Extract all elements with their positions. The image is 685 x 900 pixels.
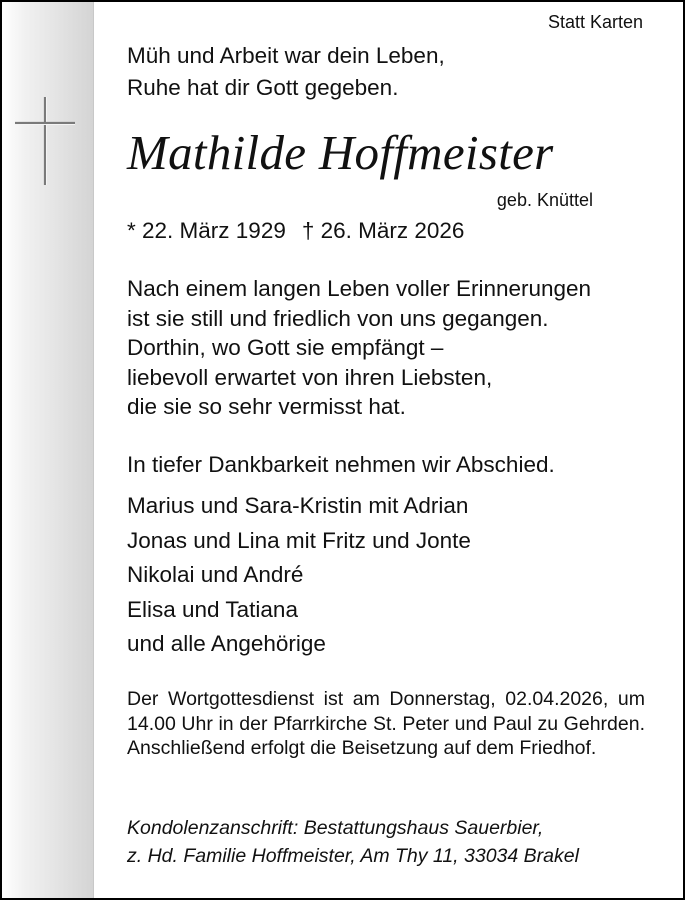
condolence-line: Kondolenzanschrift: Bestattungshaus Sauerbier,	[127, 817, 544, 839]
mourner-entry: Marius und Sara-Kristin mit Adrian	[127, 493, 469, 518]
born-name: geb. Knüttel	[496, 190, 593, 210]
condolence-address	[127, 814, 579, 870]
motto-line: Müh und Arbeit war dein Leben,	[127, 43, 445, 68]
birth-date: * 22. März 1929	[127, 218, 286, 243]
condolence-line: z. Hd. Familie Hoffmeister, Am Thy 11, 33034 Brakel	[127, 845, 579, 867]
mourner-entry: und alle Angehörige	[127, 631, 326, 656]
decorative-side-stripe	[2, 2, 94, 898]
farewell-statement: In tiefer Dankbarkeit nehmen wir Abschied.	[127, 452, 555, 477]
cross-icon	[13, 95, 77, 187]
memorial-poem	[127, 274, 591, 422]
motto-line: Ruhe hat dir Gott gegeben.	[127, 75, 399, 100]
poem-line: Nach einem langen Leben voller Erinnerungen	[127, 276, 592, 301]
death-date: † 26. März 2026	[301, 218, 465, 243]
motto-verse	[127, 40, 445, 104]
mourners-list	[127, 489, 471, 662]
mourner-entry: Jonas und Lina mit Fritz und Jonte	[127, 527, 471, 553]
poem-line: die sie so sehr vermisst hat.	[127, 394, 406, 419]
service-information: Der Wortgottesdienst ist am Donnerstag, 02.04.2026, um 14.00 Uhr in der Pfarrkirche St. Peter und Paul zu Gehrden. Anschließend erfolgt die Beisetzung auf dem Friedhof.	[127, 688, 645, 759]
statt-karten-label: Statt Karten	[547, 12, 643, 32]
deceased-name: Mathilde Hoffmeister	[127, 125, 554, 180]
poem-line: liebevoll erwartet von ihren Liebsten,	[127, 364, 493, 390]
mourner-entry: Nikolai und André	[127, 562, 304, 587]
mourner-entry: Elisa und Tatiana	[127, 596, 298, 622]
poem-line: Dorthin, wo Gott sie empfängt –	[127, 335, 444, 360]
poem-line: ist sie still und friedlich von uns gegangen.	[127, 305, 549, 331]
life-dates	[127, 218, 464, 244]
